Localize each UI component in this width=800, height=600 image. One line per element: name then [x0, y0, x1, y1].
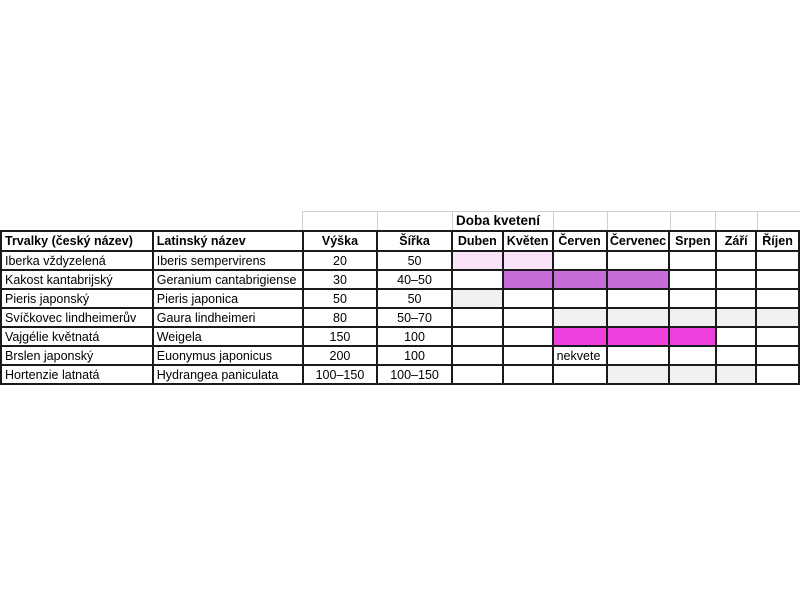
bloom-cell-cervenec: [607, 270, 670, 289]
gridline-vertical: [377, 211, 378, 231]
bloom-cell-rijen: [756, 289, 799, 308]
bloom-cell-cervenec: [607, 346, 670, 365]
cell-name_lat: Hydrangea paniculata: [153, 365, 303, 384]
column-header-vyska: Výška: [303, 231, 378, 251]
bloom-cell-zari: [716, 308, 756, 327]
gridline-vertical: [452, 211, 453, 231]
column-header-sirka: Šířka: [377, 231, 452, 251]
bloom-cell-duben: [452, 289, 503, 308]
bloom-cell-srpen: [669, 365, 716, 384]
cell-name_cs: Hortenzie latnatá: [1, 365, 153, 384]
bloom-cell-zari: [716, 327, 756, 346]
bloom-cell-srpen: [669, 270, 716, 289]
cell-vyska: 200: [303, 346, 378, 365]
cell-name_cs: Svíčkovec lindheimerův: [1, 308, 153, 327]
cell-sirka: 100: [377, 346, 452, 365]
bloom-cell-kveten: [503, 365, 553, 384]
cell-sirka: 50: [377, 251, 452, 270]
plants-bloom-table: [0, 230, 800, 385]
bloom-cell-zari: [716, 270, 756, 289]
bloom-cell-kveten: [503, 251, 553, 270]
bloom-cell-srpen: [669, 289, 716, 308]
bloom-cell-cerven: [553, 327, 607, 346]
cell-name_lat: Euonymus japonicus: [153, 346, 303, 365]
cell-name_lat: Geranium cantabrigiense: [153, 270, 303, 289]
column-header-zari: Září: [716, 231, 756, 251]
bloom-cell-duben: [452, 270, 503, 289]
bloom-cell-kveten: [503, 270, 553, 289]
gridline-vertical: [670, 211, 671, 231]
cell-name_lat: Gaura lindheimeri: [153, 308, 303, 327]
table-header: [1, 231, 799, 251]
bloom-cell-rijen: [756, 346, 799, 365]
column-header-cerven: Červen: [553, 231, 607, 251]
bloom-cell-cerven: [553, 289, 607, 308]
bloom-cell-kveten: [503, 308, 553, 327]
bloom-cell-cervenec: [607, 251, 670, 270]
table-row: [1, 365, 799, 384]
bloom-cell-duben: [452, 365, 503, 384]
bloom-cell-zari: [716, 289, 756, 308]
cell-name_lat: Weigela: [153, 327, 303, 346]
cell-vyska: 50: [303, 289, 378, 308]
bloom-cell-zari: [716, 346, 756, 365]
bloom-cell-duben: [452, 346, 503, 365]
bloom-cell-cervenec: [607, 327, 670, 346]
bloom-cell-cervenec: [607, 308, 670, 327]
cell-sirka: 50: [377, 289, 452, 308]
bloom-cell-rijen: [756, 327, 799, 346]
bloom-cell-kveten: [503, 327, 553, 346]
column-header-name_cs: Trvalky (český název): [1, 231, 153, 251]
cell-vyska: 20: [303, 251, 378, 270]
cell-vyska: 150: [303, 327, 378, 346]
bloom-cell-cervenec: [607, 289, 670, 308]
bloom-cell-cerven: nekvete: [553, 346, 607, 365]
table-row: [1, 308, 799, 327]
bloom-cell-cerven: [553, 251, 607, 270]
cell-name_cs: Brslen japonský: [1, 346, 153, 365]
bloom-cell-zari: [716, 251, 756, 270]
bloom-cell-kveten: [503, 289, 553, 308]
bloom-period-header: Doba kvetení: [456, 213, 541, 228]
table-row: [1, 251, 799, 270]
bloom-cell-srpen: [669, 308, 716, 327]
bloom-cell-duben: [452, 327, 503, 346]
table-row: [1, 289, 799, 308]
bloom-cell-cerven: [553, 308, 607, 327]
bloom-cell-cerven: [553, 365, 607, 384]
bloom-cell-kveten: [503, 346, 553, 365]
table-row: [1, 327, 799, 346]
cell-vyska: 100–150: [303, 365, 378, 384]
bloom-cell-rijen: [756, 251, 799, 270]
bloom-cell-srpen: [669, 327, 716, 346]
table-body: [1, 251, 799, 384]
cell-vyska: 30: [303, 270, 378, 289]
cell-sirka: 100: [377, 327, 452, 346]
cell-name_lat: Iberis sempervirens: [153, 251, 303, 270]
bloom-cell-duben: [452, 251, 503, 270]
cell-name_cs: Kakost kantabrijský: [1, 270, 153, 289]
bloom-cell-cerven: [553, 270, 607, 289]
bloom-cell-rijen: [756, 270, 799, 289]
cell-name_cs: Iberka vždyzelená: [1, 251, 153, 270]
column-header-cervenec: Červenec: [607, 231, 670, 251]
bloom-cell-rijen: [756, 365, 799, 384]
cell-sirka: 50–70: [377, 308, 452, 327]
gridline-vertical: [757, 211, 758, 231]
bloom-cell-duben: [452, 308, 503, 327]
bloom-cell-zari: [716, 365, 756, 384]
cell-sirka: 100–150: [377, 365, 452, 384]
cell-vyska: 80: [303, 308, 378, 327]
cell-sirka: 40–50: [377, 270, 452, 289]
column-header-srpen: Srpen: [669, 231, 716, 251]
bloom-cell-srpen: [669, 251, 716, 270]
bloom-cell-cervenec: [607, 365, 670, 384]
table-row: [1, 346, 799, 365]
column-header-duben: Duben: [452, 231, 503, 251]
table-row: [1, 270, 799, 289]
cell-name_cs: Pieris japonský: [1, 289, 153, 308]
header-row: [1, 231, 799, 251]
bloom-cell-srpen: [669, 346, 716, 365]
gridline-vertical: [302, 211, 303, 231]
column-header-kveten: Květen: [503, 231, 553, 251]
bloom-cell-rijen: [756, 308, 799, 327]
gridline-vertical: [607, 211, 608, 231]
column-header-rijen: Říjen: [756, 231, 799, 251]
gridline-vertical: [553, 211, 554, 231]
cell-name_cs: Vajgélie květnatá: [1, 327, 153, 346]
column-header-name_lat: Latinský název: [153, 231, 303, 251]
gridline-vertical: [715, 211, 716, 231]
cell-name_lat: Pieris japonica: [153, 289, 303, 308]
